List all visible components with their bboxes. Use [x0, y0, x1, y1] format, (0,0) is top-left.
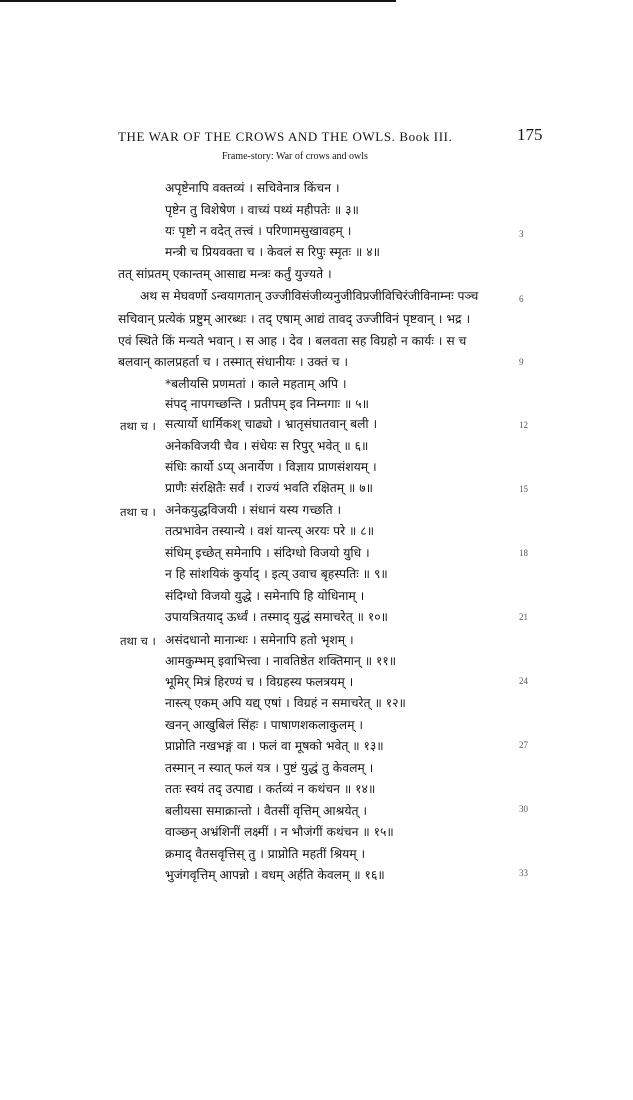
text-line: ततः स्वयं तद् उत्पाद्य । कर्तव्यं न कथंचन ॥ १४॥ [165, 782, 376, 796]
text-line: संधिम् इच्छेत् समेनापि । संदिग्धो विजयो युधि । [165, 546, 370, 560]
text-line: बलीयसा समाक्रान्तो । वैतसीं वृत्तिम् आश्रयेत् । [165, 804, 368, 818]
text-line: भुजंगवृत्तिम् आपन्नो । वधम् अर्हति केवलम् ॥ १६॥ [165, 868, 385, 882]
margin-line-number: 30 [519, 804, 528, 814]
side-label: तथा च । [120, 419, 156, 433]
text-line: यः पृष्टो न वदेत् तत्त्वं । परिणामसुखावहम् । [165, 224, 352, 238]
text-line: अनेकयुद्धविजयी । संधानं यस्य गच्छति । [165, 503, 342, 517]
text-line: वाञ्छन् अभ्रंशिनीं लक्ष्मीं । न भौजंगीं कथंचन ॥ १५॥ [165, 825, 394, 839]
margin-line-number: 21 [519, 612, 528, 622]
page-number: 175 [517, 125, 543, 144]
margin-line-number: 27 [519, 740, 528, 750]
running-head: THE WAR OF THE CROWS AND THE OWLS. Book III. [118, 129, 453, 144]
text-line: प्राप्नोति नखभङ्गं वा । फलं वा मूषको भवेत् ॥ १३॥ [165, 739, 384, 753]
margin-line-number: 24 [519, 676, 528, 686]
text-line: मन्त्री च प्रियवक्ता च । केवलं स रिपुः स्मृतः ॥ ४॥ [165, 245, 380, 259]
margin-line-number: 3 [519, 229, 524, 239]
text-line: सत्यार्यो धार्मिकश् चाढ्यो । भ्रातृसंघातवान् बली । [165, 417, 378, 431]
text-line: भूमिर् मित्रं हिरण्यं च । विग्रहस्य फलत्रयम् । [165, 675, 354, 689]
text-line: *बलीयसि प्रणमतां । काले महताम् अपि । [165, 377, 347, 391]
margin-line-number: 12 [519, 420, 528, 430]
margin-line-number: 15 [519, 484, 528, 494]
text-line: संधिः कार्यो ऽप्य् अनार्येण । विज्ञाय प्राणसंशयम् । [165, 460, 377, 474]
text-line: एवं स्थिते किं मन्यते भवान् । स आह । देव । बलवता सह विग्रहो न कार्यः । स च [118, 334, 467, 348]
header-rule [0, 0, 396, 2]
text-line: क्रमाद् वैतसवृत्तिस् तु । प्राप्नोति महतीं श्रियम् । [165, 847, 366, 861]
text-line: प्राणैः संरक्षितैः सर्वं । राज्यं भवति रक्षितम् ॥ ७॥ [165, 481, 374, 495]
text-line: उपायत्रितयाद् ऊर्ध्वं । तस्माद् युद्धं समाचरेत् ॥ १०॥ [165, 610, 389, 624]
text-line: असंदधानो मानान्धः । समेनापि हतो भृशम् । [165, 633, 354, 647]
text-line: न हि सांशयिकं कुर्याद् । इत्य् उवाच बृहस्पतिः ॥ ९॥ [165, 567, 388, 581]
margin-line-number: 6 [519, 294, 524, 304]
text-line: बलवान् कालप्रहर्ता च । तस्मात् संधानीयः । उक्तं च । [118, 355, 349, 369]
margin-line-number: 9 [519, 357, 524, 367]
text-line: खनन् आखुबिलं सिंहः । पाषाणशकलाकुलम् । [165, 718, 364, 732]
side-label: तथा च । [120, 505, 156, 519]
text-line: नास्त्य् एकम् अपि यद्य् एषां । विग्रहं न समाचरेत् ॥ १२॥ [165, 696, 406, 710]
text-line: आमकुम्भम् इवाभित्त्वा । नावतिष्ठेत शक्तिमान् ॥ ११॥ [165, 654, 397, 668]
text-line: तत्प्रभावेन तस्यान्ये । वशं यान्त्य् अरयः परे ॥ ८॥ [165, 524, 375, 538]
text-line: अनेकविजयी चैव । संधेयः स रिपुर् भवेत् ॥ ६॥ [165, 439, 369, 453]
text-line: अपृष्टेनापि वक्तव्यं । सचिवेनात्र किंचन । [165, 181, 340, 195]
text-line: सचिवान् प्रत्येकं प्रष्टुम् आरब्धः । तद् एषाम् आद्यं तावद् उज्जीविनं पृष्टवान् । भद्र । [118, 312, 471, 326]
section-subtitle: Frame-story: War of crows and owls [222, 151, 368, 162]
margin-line-number: 33 [519, 868, 528, 878]
text-line: पृष्टेन तु विशेषेण । वाच्यं पथ्यं महीपतेः ॥ ३॥ [165, 203, 359, 217]
margin-line-number: 18 [519, 548, 528, 558]
text-line: अथ स मेघवर्णो ऽन्वयागतान् उज्जीविसंजीव्यनुजीविप्रजीविचिरंजीविनाम्नः पञ्च [140, 289, 479, 303]
side-label: तथा च । [120, 634, 156, 648]
text-line: संदिग्धो विजयो युद्धे । समेनापि हि योधिनाम् । [165, 589, 365, 603]
text-line: तत् सांप्रतम् एकान्तम् आसाद्य मन्त्रः कर्तुं युज्यते । [118, 267, 332, 281]
text-line: संपद् नापगच्छन्ति । प्रतीपम् इव निम्नगाः ॥ ५॥ [165, 397, 369, 411]
text-line: तस्मान् न स्यात् फलं यत्र । पुष्टं युद्धं तु केवलम् । [165, 761, 374, 775]
